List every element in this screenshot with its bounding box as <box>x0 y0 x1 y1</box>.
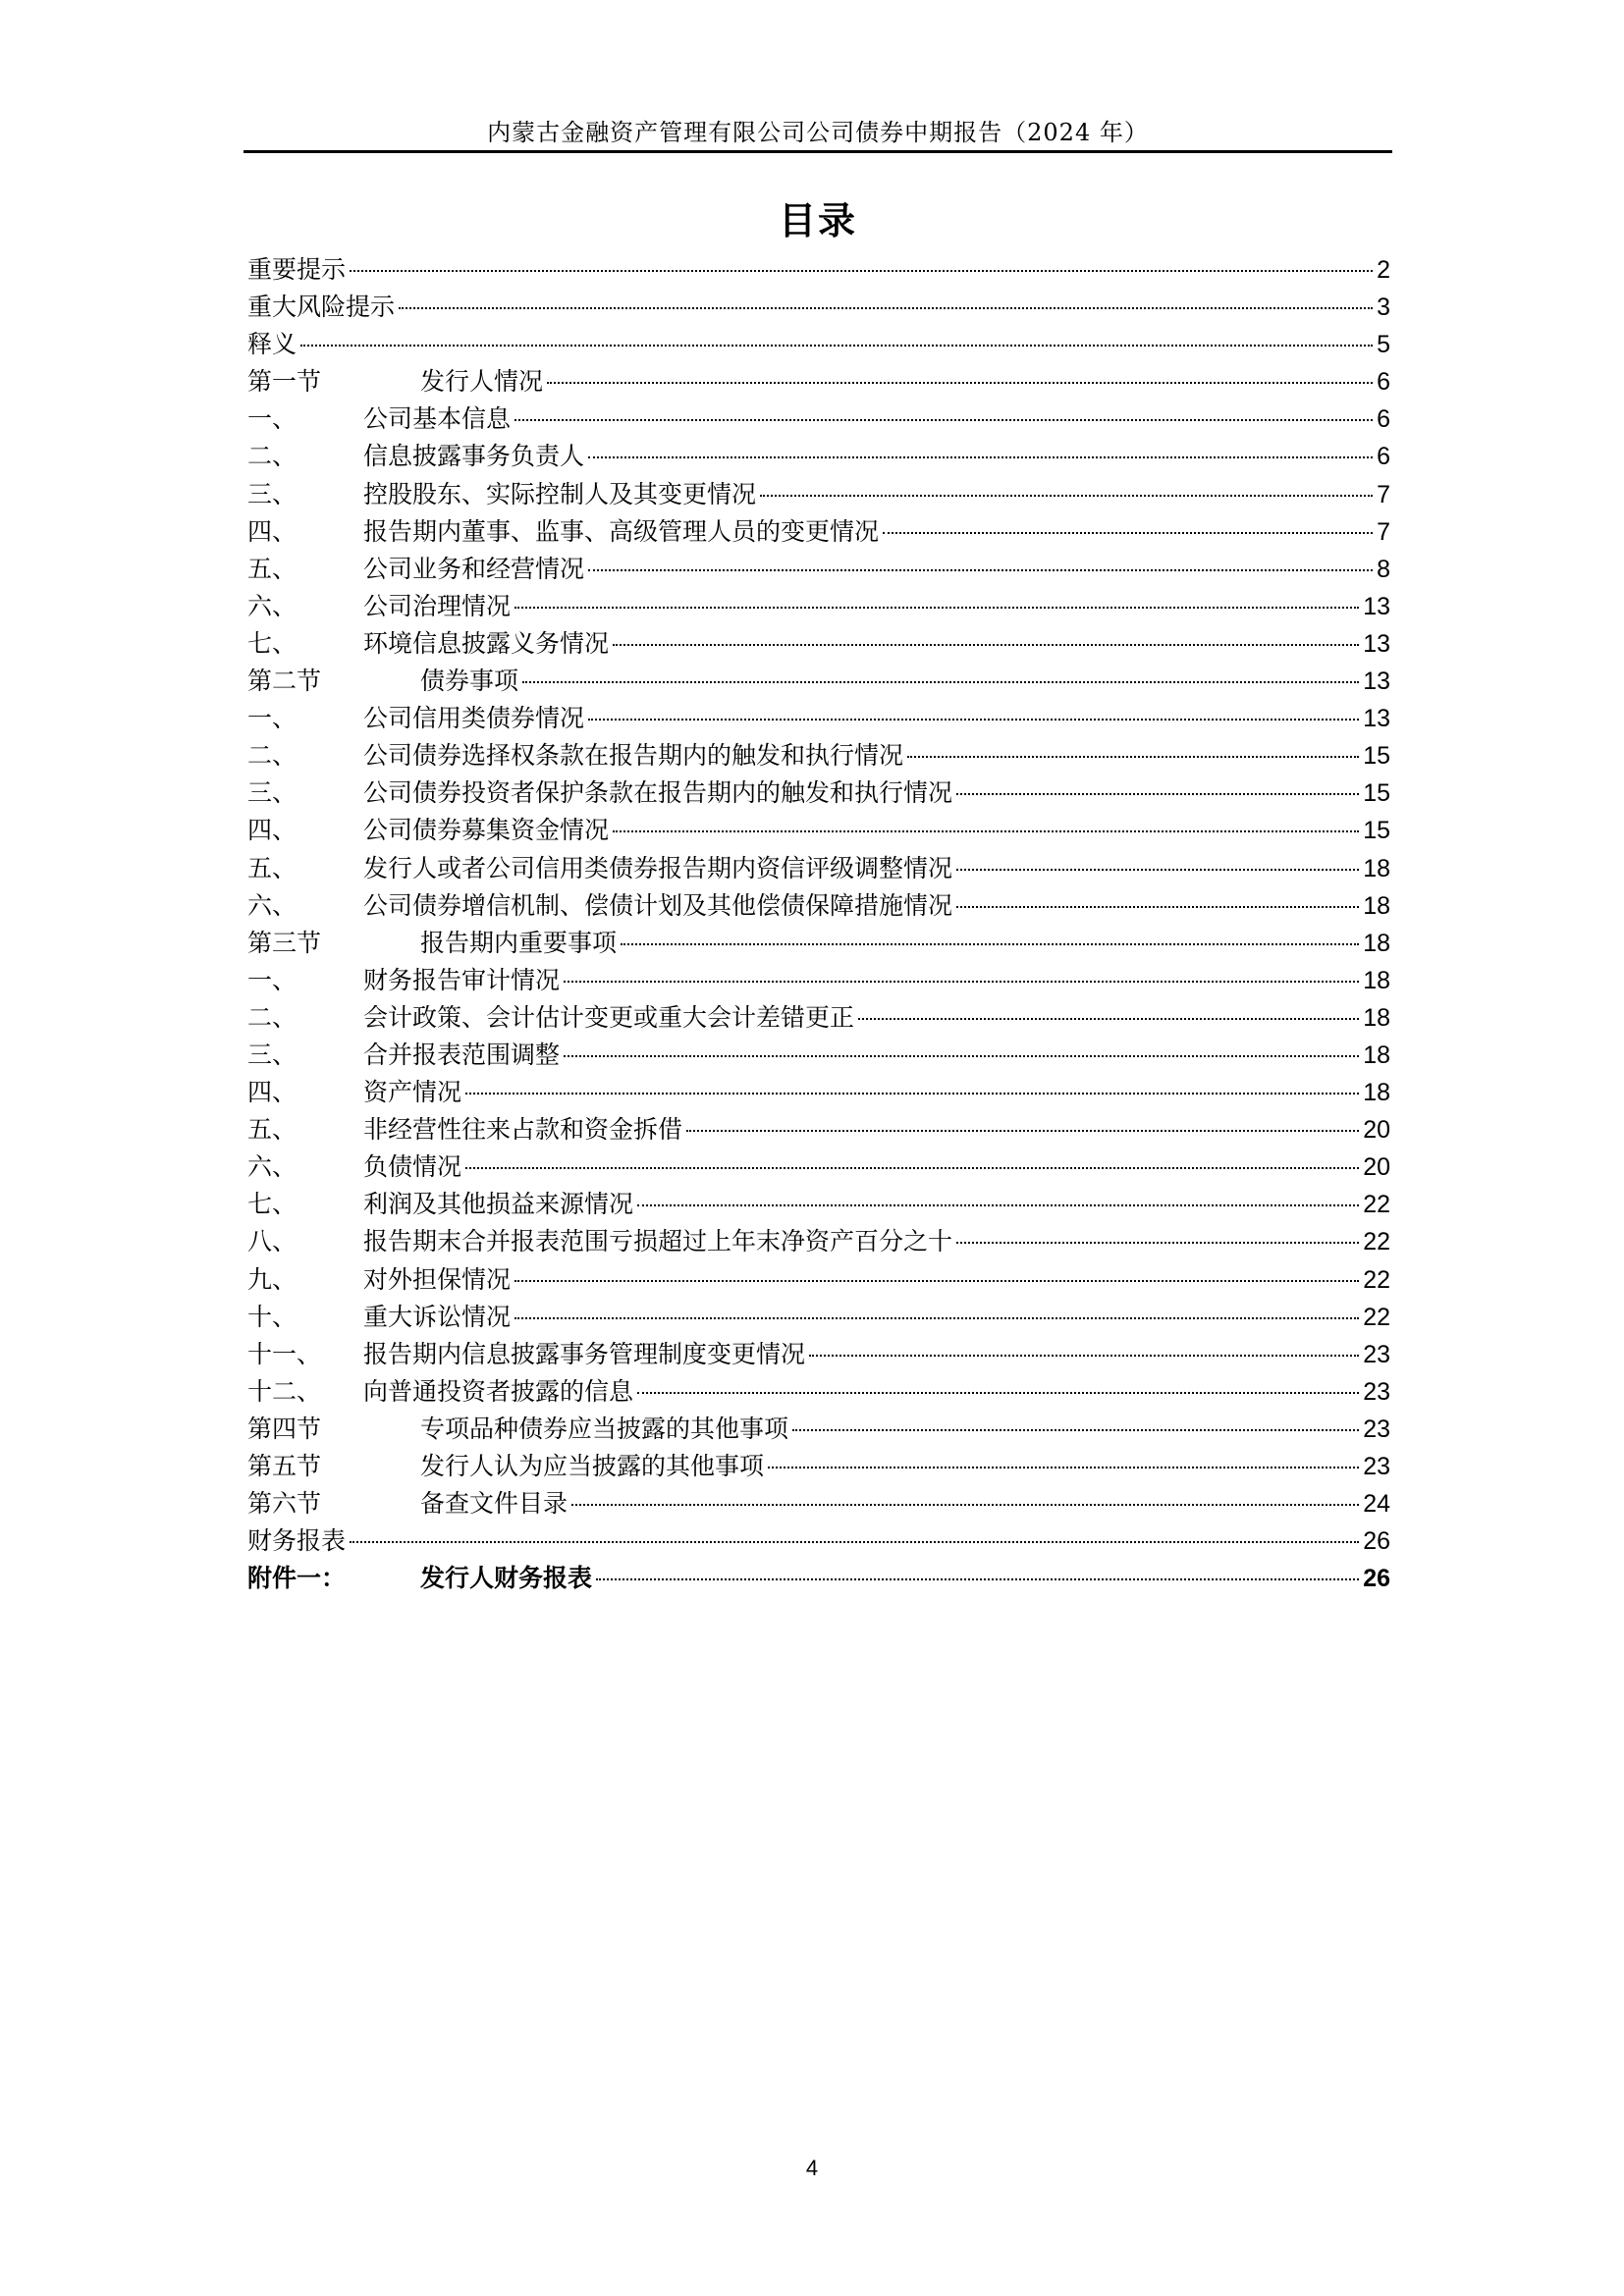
toc-entry[interactable] <box>247 1373 1390 1411</box>
toc-entry-label: 专项品种债券应当披露的其他事项 <box>420 1414 789 1443</box>
toc-entry-number: 三、 <box>247 479 298 508</box>
toc-entry-label: 向普通投资者披露的信息 <box>363 1376 634 1406</box>
dot-leader <box>514 419 1373 421</box>
dot-leader <box>637 1204 1359 1206</box>
dot-leader <box>588 719 1359 721</box>
toc-entry-label: 发行人情况 <box>420 367 544 397</box>
toc-entry-label: 释义 <box>247 330 298 359</box>
dot-leader <box>588 456 1373 458</box>
toc-entry-page: 6 <box>1377 443 1390 471</box>
toc-entry-label: 公司债券投资者保护条款在报告期内的触发和执行情况 <box>363 778 953 808</box>
toc-entry[interactable] <box>247 812 1390 849</box>
toc-entry-number: 第四节 <box>247 1414 322 1443</box>
toc-entry-number: 八、 <box>247 1227 298 1256</box>
toc-entry[interactable] <box>247 1485 1390 1522</box>
toc-entry-page: 18 <box>1363 1079 1390 1107</box>
toc-entry-number: 五、 <box>247 853 298 882</box>
dot-leader <box>547 382 1373 384</box>
toc-entry-label: 会计政策、会计估计变更或重大会计差错更正 <box>363 1002 855 1032</box>
toc-entry-label: 报告期内重要事项 <box>420 928 618 957</box>
toc-entry-label: 财务报告审计情况 <box>363 965 561 994</box>
toc-entry-label: 备查文件目录 <box>420 1489 568 1519</box>
toc-entry-number: 二、 <box>247 741 298 771</box>
toc-entry-page: 18 <box>1363 891 1390 920</box>
toc-entry-number: 七、 <box>247 1190 298 1219</box>
toc-entry-page: 20 <box>1363 1153 1390 1182</box>
toc-entry-number: 第二节 <box>247 667 322 696</box>
toc-entry-number: 五、 <box>247 1115 298 1145</box>
dot-leader <box>809 1355 1359 1357</box>
toc-entry-page: 22 <box>1363 1191 1390 1219</box>
toc-entry-page: 20 <box>1363 1116 1390 1145</box>
dot-leader <box>686 1130 1359 1132</box>
toc-entry-page: 18 <box>1363 854 1390 882</box>
dot-leader <box>350 1541 1359 1543</box>
toc-entry-page: 7 <box>1377 517 1390 546</box>
toc-entry-label: 公司基本信息 <box>363 404 512 434</box>
toc-entry-page: 18 <box>1363 1003 1390 1032</box>
toc-entry[interactable] <box>247 1037 1390 1074</box>
toc-entry[interactable] <box>247 700 1390 737</box>
toc-entry[interactable] <box>247 1148 1390 1186</box>
toc-entry-page: 7 <box>1377 480 1390 508</box>
toc-entry-number: 一、 <box>247 704 298 733</box>
toc-entry-number: 第一节 <box>247 367 322 397</box>
toc-entry-page: 3 <box>1377 294 1390 322</box>
toc-entry[interactable] <box>247 476 1390 513</box>
toc-entry-label: 合并报表范围调整 <box>363 1040 561 1069</box>
toc-entry-page: 2 <box>1377 256 1390 284</box>
dot-leader <box>596 1578 1359 1580</box>
toc-entry[interactable] <box>247 251 1390 289</box>
toc-entry-number: 三、 <box>247 778 298 808</box>
dot-leader <box>514 1280 1359 1282</box>
toc-entry-label: 重要提示 <box>247 255 347 284</box>
toc-entry-number: 一、 <box>247 965 298 994</box>
toc-entry[interactable] <box>247 737 1390 774</box>
toc-entry-label: 利润及其他损益来源情况 <box>363 1190 634 1219</box>
dot-leader <box>399 307 1373 309</box>
toc-entry[interactable] <box>247 1448 1390 1485</box>
toc-entry-page: 15 <box>1363 817 1390 845</box>
dot-leader <box>956 906 1359 908</box>
dot-leader <box>907 756 1359 758</box>
toc-entry[interactable] <box>247 513 1390 551</box>
dot-leader <box>621 943 1359 945</box>
running-header: 内蒙古金融资产管理有限公司公司债券中期报告（2024 年） <box>487 119 1149 146</box>
toc-entry[interactable] <box>247 1299 1390 1336</box>
toc-entry-page: 18 <box>1363 929 1390 957</box>
dot-leader <box>956 793 1359 795</box>
toc-entry-number: 二、 <box>247 442 298 471</box>
toc-entry-label: 控股股东、实际控制人及其变更情况 <box>363 479 757 508</box>
page-number: 4 <box>805 2156 819 2180</box>
toc-entry-page: 18 <box>1363 1041 1390 1069</box>
toc-entry-label: 资产情况 <box>363 1078 462 1107</box>
toc-entry-number: 第六节 <box>247 1489 322 1519</box>
toc-entry-page: 13 <box>1363 629 1390 658</box>
toc-entry-page: 22 <box>1363 1228 1390 1256</box>
toc-entry[interactable] <box>247 625 1390 663</box>
toc-entry-page: 8 <box>1377 555 1390 583</box>
toc-entry[interactable] <box>247 774 1390 812</box>
toc-entry[interactable] <box>247 363 1390 400</box>
toc-entry-number: 第五节 <box>247 1452 322 1480</box>
toc-entry-page: 23 <box>1363 1340 1390 1368</box>
toc-entry-label: 信息披露事务负责人 <box>363 442 585 471</box>
toc-entry-label: 公司信用类债券情况 <box>363 704 585 733</box>
toc-entry-page: 26 <box>1363 1527 1390 1556</box>
toc-entry[interactable] <box>247 1560 1390 1597</box>
toc-entry-label: 公司治理情况 <box>363 591 512 620</box>
toc-entry[interactable] <box>247 663 1390 700</box>
toc-entry-label: 发行人认为应当披露的其他事项 <box>420 1452 765 1480</box>
toc-entry-page: 24 <box>1363 1490 1390 1519</box>
toc-entry-label: 公司债券募集资金情况 <box>363 816 610 845</box>
dot-leader <box>613 644 1359 646</box>
toc-entry-page: 22 <box>1363 1303 1390 1331</box>
toc-entry[interactable] <box>247 1411 1390 1448</box>
toc-entry-label: 报告期内信息披露事务管理制度变更情况 <box>363 1339 806 1368</box>
toc-entry-label: 公司业务和经营情况 <box>363 554 585 583</box>
toc-entry-page: 5 <box>1377 331 1390 359</box>
toc-entry[interactable] <box>247 400 1390 438</box>
toc-entry-page: 26 <box>1363 1565 1390 1593</box>
toc-entry-number: 十、 <box>247 1302 298 1331</box>
toc-entry-label: 非经营性往来占款和资金拆借 <box>363 1115 683 1145</box>
dot-leader <box>522 681 1359 683</box>
toc-entry-number: 十二、 <box>247 1376 322 1406</box>
toc-entry-number: 二、 <box>247 1002 298 1032</box>
toc-title: 目录 <box>778 198 857 242</box>
toc-entry[interactable] <box>247 1336 1390 1373</box>
dot-leader <box>465 1167 1359 1169</box>
dot-leader <box>465 1093 1359 1095</box>
dot-leader <box>883 532 1373 534</box>
dot-leader <box>637 1392 1359 1394</box>
toc-entry[interactable] <box>247 1223 1390 1260</box>
toc-entry[interactable] <box>247 289 1390 326</box>
toc-entry-label: 负债情况 <box>363 1152 462 1182</box>
dot-leader <box>300 345 1373 347</box>
toc-entry-label: 公司债券选择权条款在报告期内的触发和执行情况 <box>363 741 904 771</box>
toc-entry-label: 环境信息披露义务情况 <box>363 628 610 658</box>
toc-entry-number: 六、 <box>247 591 298 620</box>
toc-entry-page: 15 <box>1363 742 1390 771</box>
toc-entry-page: 15 <box>1363 779 1390 808</box>
toc-entry[interactable] <box>247 588 1390 625</box>
toc-entry-number: 六、 <box>247 890 298 920</box>
dot-leader <box>514 1317 1359 1319</box>
toc-entry-number: 四、 <box>247 1078 298 1107</box>
dot-leader <box>792 1429 1359 1431</box>
toc-entry[interactable] <box>247 326 1390 363</box>
toc-entry[interactable] <box>247 1074 1390 1111</box>
toc-entry-label: 对外担保情况 <box>363 1264 512 1294</box>
toc-entry-page: 18 <box>1363 966 1390 994</box>
dot-leader <box>571 1504 1359 1506</box>
toc-entry-label: 公司债券增信机制、偿债计划及其他偿债保障措施情况 <box>363 890 953 920</box>
toc-entry-number: 四、 <box>247 516 298 546</box>
toc-entry[interactable] <box>247 1522 1390 1560</box>
toc-entry-page: 13 <box>1363 592 1390 620</box>
toc-entry-label: 重大风险提示 <box>247 293 396 322</box>
toc-entry-number: 附件一： <box>247 1564 347 1593</box>
toc-entry-label: 报告期内董事、监事、高级管理人员的变更情况 <box>363 516 880 546</box>
toc-entry-number: 一、 <box>247 404 298 434</box>
toc-entry-label: 重大诉讼情况 <box>363 1302 512 1331</box>
toc-entry[interactable] <box>247 887 1390 925</box>
dot-leader <box>956 1242 1359 1244</box>
toc-entry-page: 22 <box>1363 1265 1390 1294</box>
table-of-contents <box>247 251 1390 1597</box>
toc-entry-number: 七、 <box>247 628 298 658</box>
dot-leader <box>564 1055 1359 1057</box>
toc-entry[interactable] <box>247 850 1390 887</box>
toc-entry[interactable] <box>247 551 1390 588</box>
toc-entry[interactable] <box>247 1186 1390 1223</box>
dot-leader <box>350 270 1373 272</box>
dot-leader <box>858 1018 1359 1020</box>
toc-entry-page: 13 <box>1363 705 1390 733</box>
toc-entry-label: 债券事项 <box>420 667 519 696</box>
toc-entry-number: 六、 <box>247 1152 298 1182</box>
toc-entry-page: 23 <box>1363 1377 1390 1406</box>
toc-entry[interactable] <box>247 438 1390 475</box>
toc-entry-label: 财务报表 <box>247 1526 347 1556</box>
toc-entry-number: 五、 <box>247 554 298 583</box>
header-rule <box>244 150 1392 153</box>
dot-leader <box>760 495 1373 497</box>
toc-entry-number: 十一、 <box>247 1339 322 1368</box>
toc-entry-number: 三、 <box>247 1040 298 1069</box>
toc-entry-label: 发行人或者公司信用类债券报告期内资信评级调整情况 <box>363 853 953 882</box>
toc-entry-page: 23 <box>1363 1415 1390 1443</box>
toc-entry-number: 九、 <box>247 1264 298 1294</box>
dot-leader <box>613 830 1359 832</box>
dot-leader <box>588 569 1373 571</box>
toc-entry[interactable] <box>247 1261 1390 1299</box>
dot-leader <box>514 607 1359 609</box>
toc-entry-page: 6 <box>1377 405 1390 434</box>
toc-entry[interactable] <box>247 999 1390 1037</box>
toc-entry[interactable] <box>247 925 1390 962</box>
dot-leader <box>564 981 1359 983</box>
toc-entry-label: 报告期末合并报表范围亏损超过上年末净资产百分之十 <box>363 1227 953 1256</box>
dot-leader <box>768 1467 1359 1468</box>
toc-entry-page: 23 <box>1363 1453 1390 1480</box>
toc-entry[interactable] <box>247 962 1390 999</box>
toc-entry-number: 第三节 <box>247 928 322 957</box>
toc-entry-label: 发行人财务报表 <box>420 1564 593 1593</box>
toc-entry[interactable] <box>247 1111 1390 1148</box>
dot-leader <box>956 869 1359 871</box>
toc-entry-page: 6 <box>1377 368 1390 397</box>
toc-entry-page: 13 <box>1363 667 1390 696</box>
toc-entry-number: 四、 <box>247 816 298 845</box>
